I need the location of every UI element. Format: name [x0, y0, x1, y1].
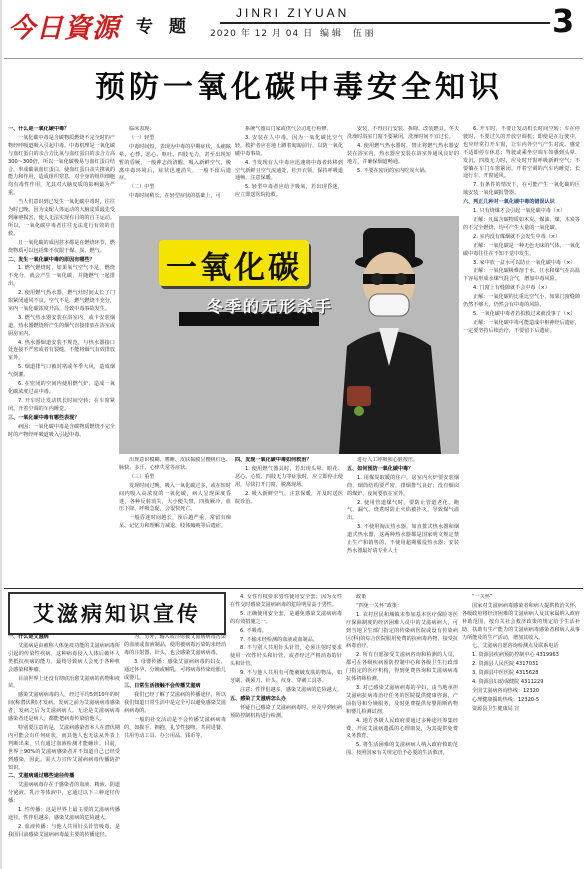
subheading: 二、发生一氧化碳中毒的原因有哪些？ — [8, 256, 95, 263]
paragraph: 8. 不与别人共用针头针管，必须注射时要求使用一次性针头和针管，或者经过严格消毒的针头和针管。 — [230, 645, 342, 668]
article1-lower-column-1 — [119, 457, 231, 585]
paragraph: 正解：一氧化碳中毒可能造成中枢神经后遗症，一定要坚持后续治疗，不要留下后遗症。 — [463, 319, 580, 334]
paragraph: 4. 地方各级人民政府要通过多种途径筹集经费，开展艾滋病遗孤的心理康复，为其提供免费义务教育。 — [346, 717, 458, 740]
paragraph: 且一氧化碳的成因甚本都是在燃烧环节，燃烧物质可以包括柴不仅限于煤、炭、燃气。 — [8, 239, 115, 254]
article2-column-1 — [8, 634, 120, 866]
paragraph: 正解：一氧化碳是一种无色无味的气体，一氧化碳中毒往往在不知不觉中发生。 — [463, 242, 580, 257]
article1-column-5 — [463, 126, 580, 586]
paragraph: 6. 在密闭的空间内使用燃气炉，造成一氧化碳浓度过高中毒。 — [8, 381, 115, 395]
paragraph: 一般昏迷时间越长，预后越严重，常留有痴呆、记忆力和理解力减退、肢体瘫痪等后遗症。 — [119, 515, 231, 530]
paragraph: 2. 室内没有煤烟就不会发生中毒（×） — [473, 233, 561, 240]
article-divider — [4, 588, 583, 589]
paragraph: 国家对艾滋病病毒感染者和病人提供救治关怀，各级政府将经济困难的艾滋病病人及其家属纳入政府补助范围，按有关社会救济政策的规定给予生活补助，扶助有生产能力的艾滋病病毒感染者和病人从事力所能及的生产活动，增加其收入。 — [462, 602, 580, 641]
paragraph: 系统气器具门家或供气公司进行检修。 — [245, 126, 332, 132]
paragraph: 2. 资源县人民医院 4317031 — [472, 661, 539, 668]
paragraph: 一般的社交活动是不会传播艾滋病病毒的，如握手、拥抱、礼节性接吻、共同进餐、共用劳动工具、办公用品、钱币等。 — [124, 717, 226, 739]
paragraph: 1. 燃气燃烧时，如果氧气空气不足，燃烧不充分，就会产生一氧化碳，并随燃气一起排出。 — [8, 265, 115, 288]
paragraph: 3. 燃气热水器安装在浴室内，或卡安装烟道，热水器燃烧所产生的烟气直接排放在浴室或厨房室内。 — [8, 314, 115, 337]
paragraph: 6. 开车时，不要让发动机长时间空转；车在停驶时，不要过久的开放空调机；即使是在行驶中，也应经常打开车窗，让车内外空气产生对流。感觉不适即停车休息；驾驶或乘坐空调车如感到头晕、发沉、四肢无力时，应及时开窗呼吸新鲜空气；不要躺在车门车窗紧闭、开着空调的汽车内睡觉；长途行车，开窗通风。 — [463, 126, 580, 180]
paragraph: 目前世界上还没有彻底治愈艾滋病的药物和疫苗。 — [8, 675, 120, 690]
paragraph: 我们已经了解了艾滋病的传播途径，所以我们知道日常生活中是完全可以避免感染艾滋病病毒的。 — [124, 692, 226, 715]
article1-lower-column-2 — [235, 457, 343, 585]
paragraph: （三）重型 — [129, 473, 155, 480]
subheading: 一、什么是艾滋病 — [8, 634, 49, 640]
page-edge — [0, 0, 2, 869]
paragraph: 进行人工呼吸和心脏按压。 — [357, 457, 419, 463]
poster-tagline: 冬季的无形杀手 — [207, 297, 334, 316]
paragraph: 1. 只有烧煤才会引起一氧化碳中毒（×） — [473, 208, 566, 215]
paragraph: 2. 所有自愿接受艾滋病咨询和检测的人员，都可在各级疾病预防控制中心和各级卫生行政部门指定的医疗机构，得到免费咨询和艾滋病病毒抗体初筛检测。 — [346, 652, 458, 683]
paragraph: （一）轻型 — [129, 134, 155, 141]
masthead-divider — [4, 58, 583, 59]
paragraph: 2. 使用管道煤气时，要防止管道老化、跑气、漏气、烧煮时防止火焰被扑灭，导致煤气溢出。 — [347, 499, 459, 522]
paragraph: “一关怀” — [472, 594, 493, 600]
masthead — [0, 0, 587, 60]
section-title: 专题 — [136, 17, 202, 37]
paragraph: 中毒时间短，表现为中毒的早期症状，头痛眩晕、心悸、恶心、呕吐、四肢无力，甚至出现短暂的昏厥，一般神志尚清醒，吸入新鲜空气，脱离中毒环境后，症状迅速消失，一般不留后遗症。 — [119, 143, 231, 182]
paragraph: 1. 用煤炭取暖的住户，居室内火炉要安装烟筒，烟筒结构要严密，排烟排气良好；没有烟囱的煤炉，夜间要放在室外。 — [347, 474, 459, 497]
paragraph: 2. 吸入新鲜空气，注意保暖，并及时送医院诊治。 — [235, 490, 343, 505]
paragraph: 4. 热水器烟道安装不规范，与热水器接口处连接不严密或者有裂缝，不能将烟气有效排放室外。 — [8, 339, 115, 362]
paragraph: 正解：凡属含碳物质如木炭、煤油、煤、木炭等的不完全燃烧，均可产生大量的一氧化碳。 — [463, 216, 580, 231]
paragraph: 4. 资源县妇幼保健院 4311229 — [472, 679, 544, 686]
paragraph: 正解：一氧化碳的比重比空气小，如果门窗缝隙仍然不够大，仍然会有中毒的风险。 — [463, 294, 580, 309]
paragraph: 心理健康援助热线：12320-5 — [472, 696, 540, 703]
article1-lower-column-3 — [347, 457, 459, 585]
poster-banner — [159, 240, 309, 286]
paragraph: 七、艾滋病自愿咨询检测点及联系电话 — [472, 643, 559, 650]
paragraph: 1. 性传播：这是世界上最主要的艾滋病传播途径。性伴侣越多，感染艾滋病的危险越大。 — [8, 807, 120, 821]
newspaper-logo: 今日資源 — [8, 13, 120, 44]
article-headline: 预防一氧化碳中毒安全知识 — [95, 70, 503, 105]
masked-figure-illustration — [319, 216, 459, 454]
article2-column-5 — [462, 594, 580, 866]
paragraph: 艾滋病是由被称人体免疫功能的艾滋病病毒所引起的传染性疾病，这种病毒侵入人体后破坏人类抵抗疾病的能力，最终导致病人会死于各种机会感染和肿瘤。 — [8, 642, 120, 673]
article1-column-2 — [119, 126, 231, 216]
paragraph: 5. 正确使用安全套，是避免感染艾滋病病毒的有效措施之一。 — [230, 610, 342, 625]
paragraph: 感染艾滋病病毒的人，经过平均5到10年的时间(称潜伏期)才发病。发病之前为艾滋病病毒感染者，发病之后为艾滋病病人。无论是艾滋病病毒感染者还是病人，都能把病毒传染给他人。 — [8, 692, 120, 723]
paragraph: （二）中型 — [129, 184, 155, 191]
paragraph: 7. 有条件的情况下，在可能产生一氧化碳的区域安装一氧化碳报警器。 — [463, 182, 580, 197]
paragraph: 一氧化碳中毒是含碳物质燃烧不完全时的产物经呼吸道吸入引起中毒。中毒机理是一氧化碳与血红蛋白的亲合力比氧与血红蛋白的亲合力高300～300倍，所以一氧化碳极易与血红蛋白结合，形成碳氧血红蛋白，使血红蛋白丧失携氧的能力和作用，造成组织窒息。对全身的组织细胞均有毒性作用，尤其对大脑皮质的影响最为严重。 — [8, 134, 115, 197]
paragraph: 注意：性伴侣越多，感染艾滋病的危险越大。 — [240, 686, 342, 693]
paragraph: 怀疑自己感染了艾滋病病毒时，应及早到疾病预防控制机构进行检测。 — [230, 704, 342, 719]
paragraph: 5. 烟道排气口被封堵或冬季大风，造成烟气倒灌。 — [8, 364, 115, 379]
aids-article-headline: 艾滋病知识宣传 — [8, 592, 226, 635]
paragraph: 安装，不得自行安装、拆除、改装燃具。冬天洗澡时浴室门窗不要紧闭，洗澡时间不宜过长。 — [347, 126, 459, 140]
editor-credit: 编 辑 伍 丽 — [320, 29, 374, 39]
paragraph: 临床表现： — [129, 126, 155, 132]
paragraph: 2. 使用燃气热水器，燃气灶时间太长了门窗紧闭通风不良，空气不足，燃气燃烧不充分，室内一氧化碳浓度升高，导致中毒事故发生。 — [8, 290, 115, 312]
paragraph: 3. 母婴传播：感染艾滋病病毒的妇女，通过怀孕、分娩或哺乳，可将病毒传染给胎儿或婴儿。 — [124, 658, 226, 681]
paragraph: 5. 轻型中毒者应给予吸氧，若出现昏迷，应立即送医院抢救。 — [235, 184, 343, 199]
issue-date: 2020 年 12 月 04 日 — [210, 29, 314, 39]
paragraph: “四免一关怀”政策： — [356, 602, 403, 609]
paragraph: 3. 家中放一盆水可以防止一氧化碳中毒（×） — [473, 259, 576, 266]
article1-column-1 — [8, 126, 115, 586]
paragraph: 3. 安装在人中毒，因为一氧化碳比空气轻，救护者应在地上蹲着匍匐前行，以防一氧化碳中毒事故。 — [235, 134, 343, 157]
paragraph: 病因：一氧化碳中毒是含碳物质燃烧不完全时的产物经呼吸道吸入引起中毒。 — [8, 423, 115, 438]
paragraph: 特别要注意的是，艾滋病感染者本人在潜伏期内可能会有任何症状，而其他人也无法从外表上判断出来，只有通过血液检测才能确诊。目前，世界上90%的艾滋病感染者并不知道自己已经受到感染，因此，需大力宣传艾滋病病毒传播防护知识。 — [8, 724, 120, 771]
subheading: 一、什么是一氧化碳中毒？ — [8, 126, 70, 132]
paragraph: 全国艾滋病咨询热线：12320 — [472, 687, 540, 694]
subheading: 三、一氧化碳中毒有哪些表现？ — [8, 414, 80, 421]
paragraph: 中毒时间稍长，在轻型症状的基础上，可 — [129, 193, 221, 200]
subheading: 五、如何预防一氧化碳中毒？ — [347, 465, 414, 472]
article2-column-4 — [346, 594, 458, 866]
paragraph: 艾滋病病毒存在于感染者的血液、精液、阴道分泌液、乳汁等体液中，它通过以下三种途径传播： — [8, 782, 120, 805]
paragraph: 5. 不要在密闭的室内吃炭火锅。 — [357, 167, 430, 174]
paragraph: 政策 — [356, 594, 367, 600]
paragraph: 当人们意识到已发生一氧化碳中毒时，往往为时已晚。因为支配人体运动的大脑皮质最先受到麻痹损害，使人无法实现有目的的自主运动。所以，一氧化碳中毒者往往无法进行有效的自救。 — [8, 199, 115, 237]
paragraph: 7. 不输未经检测的血液或血制品。 — [240, 636, 318, 643]
article1-column-4 — [347, 126, 459, 216]
subheading: 三、日常生活接触不会传播艾滋病 — [124, 683, 201, 690]
poster-banner-text: 一氧化碳 — [166, 250, 302, 286]
masthead-rule — [220, 22, 550, 24]
subheading: 二、艾滋病通过哪些途径传播 — [8, 773, 75, 780]
paragraph: 3. 资源县中医医院 4315628 — [472, 670, 539, 677]
paragraph: 发现时间过晚，吸入一氧化碳过多，或在短时间内吸入高浓度的一氧化碳，病人呈现深度昏迷，各种反射消失，大小便失禁，四肢厥冷，血压下降，呼吸急促，会很快死亡。 — [119, 482, 231, 513]
paragraph: 3. 不使用淘汰热水器，如直排式热水器和烟道式热水器，这两种热水器都是国家明文规定禁止生产和销售的，不使用超期服役热水器；安装热水器最好请专业人士 — [347, 524, 459, 554]
paragraph: 3. 对已感染艾滋病病毒的孕妇，由当地承担艾滋病抗病毒治疗任务的医院提供健康咨询、产前指导和分娩服务，及时免费提供母婴阻断药物和婴儿检测试剂。 — [346, 684, 458, 715]
paragraph: 7. 开车时让发动机长时间空转；在车窗紧闭、开着空调的车内睡觉。 — [8, 397, 115, 412]
paragraph: 1. 农村居民和城镇未参加基本医疗保险等医疗保障制度的经济困难人员中的艾滋病病人，可到当地卫生部门指定的传染病医院或设有传染病区(科)的综合医院服用免费的抗病毒药物，接受抗病毒治疗。 — [346, 611, 458, 650]
paragraph: 为。另外，输入或注射被艾滋病病毒污染的血液或血液制品，使用被病毒污染的未经消毒的注射器、针头，也会感染艾滋病病毒。 — [124, 634, 226, 656]
paragraph: 6. 不吸毒。 — [240, 627, 267, 634]
subheading: 五、感染了艾滋病怎么办 — [230, 695, 287, 702]
paragraph: 资源县卫生健康局 宣 — [472, 705, 520, 712]
paragraph: 4. 使用燃气热水器时，禁止将燃气热水器安装在浴室内，热水器应安装在浴室外通风良好的地方，并确保烟道畅通。 — [347, 142, 459, 165]
paragraph: 4. 当发现有人中毒应迅速将中毒者转移到空气新鲜且空气流通处，松开衣领，保持呼吸道通畅，注意保暖。 — [235, 159, 343, 182]
paragraph: 1. 使用燃气器具时，若出现头晕、眼花、恶心、心慌、四肢无力等症状时，应立即停止使用，尽快打开门窗，脱离现场。 — [235, 465, 343, 488]
masthead-pinyin: JINRI ZIYUAN — [236, 6, 350, 20]
subheading: 六、判正几种对一氧化碳中毒的错误认识 — [463, 199, 555, 206]
paragraph: 2. 血液传播：与他人共用针头针管吸毒，是我国目前感染艾滋病病毒最主要的传播途径。 — [8, 823, 120, 838]
paragraph: 9. 不与他人共用有可能刺破皮肤的物品，如牙刷、剃须刀、针头、纹身、穿刺工具等。 — [230, 670, 342, 685]
paragraph: 5. 一氧化碳中毒者若拍救过来就没事了（×） — [473, 310, 576, 317]
paragraph: 5. 将生活困难的艾滋病病人纳入政府救助范围，按照国家有关规定给予必要的生活救济。 — [346, 742, 458, 757]
paragraph: 1. 资源县疾病预防控制中心 4319963 — [472, 652, 559, 659]
article1-column-3 — [235, 126, 343, 216]
co-poster-image — [119, 216, 459, 454]
paragraph: 4. 门窗上有缝隙就不会中毒（×） — [473, 285, 550, 292]
article2-column-3 — [230, 594, 342, 866]
subheading: 四、发现一氧化碳中毒如何救治？ — [235, 457, 312, 463]
paragraph: 正解：一氧化碳极难溶于水，且水和煤气在高温下容易形成水煤气混合气，增加中毒风险。 — [463, 268, 580, 283]
article2-column-2 — [124, 634, 226, 866]
paragraph: 4. 女性有权要求男性使用安全套；因为女性在性交时感染艾滋病病毒的危险明显高于男性。 — [230, 594, 342, 608]
paragraph: 出现意识模糊、嗜睡、皮肤黏膜呈樱桃红色、脉快、多汗、心律失常等症状。 — [119, 457, 231, 471]
page-number: 3 — [552, 2, 575, 40]
